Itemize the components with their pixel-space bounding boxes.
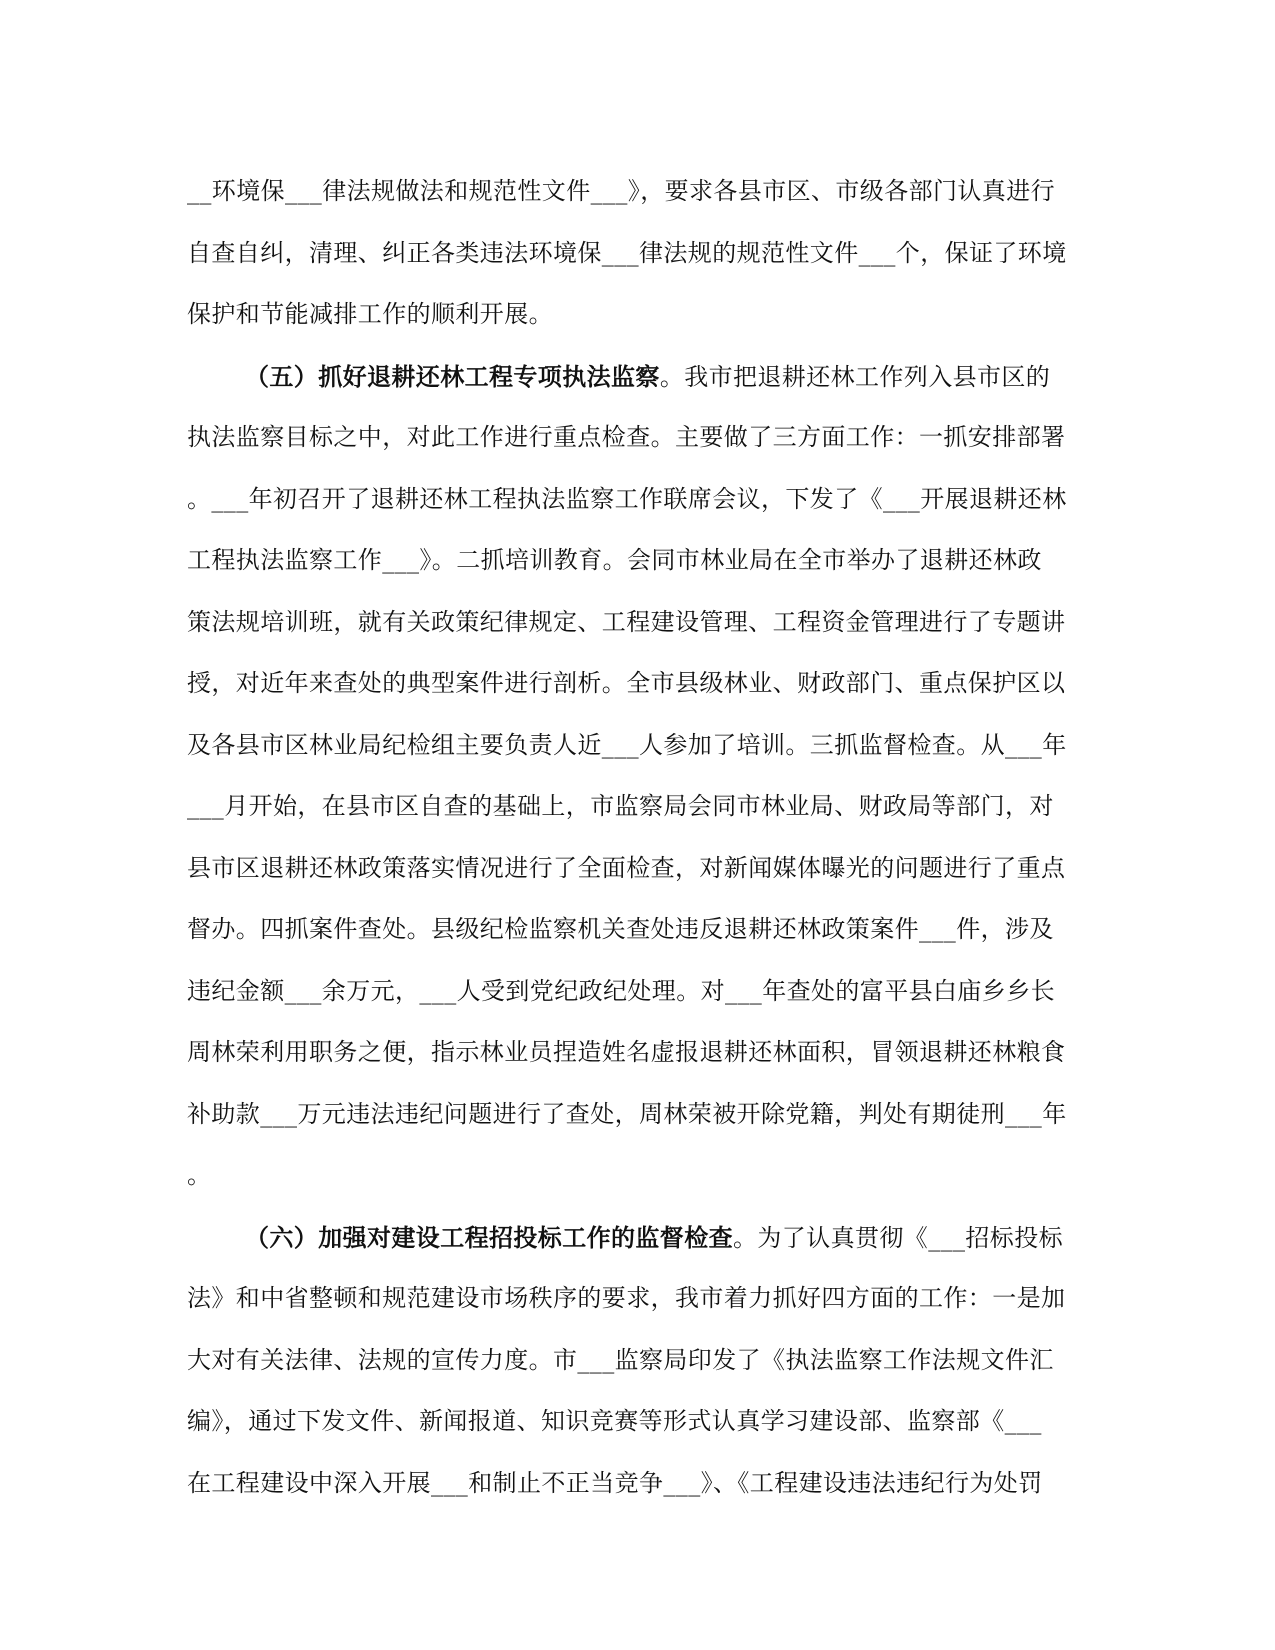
document-body bbox=[187, 161, 1087, 1514]
heading-line-rest: 。为了认真贯彻《___招标投标 bbox=[733, 1223, 1063, 1252]
text-line: 。 bbox=[187, 1161, 212, 1189]
text-line: 工程执法监察工作___》。二抓培训教育。会同市林业局在全市举办了退耕还林政 bbox=[187, 546, 1042, 574]
text-line: 法》和中省整顿和规范建设市场秩序的要求，我市着力抓好四方面的工作：一是加 bbox=[187, 1284, 1066, 1312]
text-line: 策法规培训班，就有关政策纪律规定、工程建设管理、工程资金管理进行了专题讲 bbox=[187, 607, 1066, 636]
section-heading: （五）抓好退耕还林工程专项执法监察 bbox=[245, 361, 660, 391]
paragraph-returning-farmland-to-forest bbox=[187, 346, 1087, 1207]
text-line: 及各县市区林业局纪检组主要负责人近___人参加了培训。三抓监督检查。从___年 bbox=[187, 730, 1067, 759]
section-heading: （六）加强对建设工程招投标工作的监督检查 bbox=[245, 1222, 733, 1252]
text-line: 授，对近年来查处的典型案件进行剖析。全市县级林业、财政部门、重点保护区以 bbox=[187, 669, 1066, 697]
text-line: 执法监察目标之中，对此工作进行重点检查。主要做了三方面工作：一抓安排部署 bbox=[187, 423, 1066, 451]
text-line bbox=[187, 1207, 1087, 1269]
text-line: 县市区退耕还林政策落实情况进行了全面检查，对新闻媒体曝光的问题进行了重点 bbox=[187, 853, 1066, 882]
paragraph-environmental-protection bbox=[187, 161, 1087, 346]
text-line: 编》，通过下发文件、新闻报道、知识竞赛等形式认真学习建设部、监察部《___ bbox=[187, 1407, 1042, 1435]
text-line: __环境保___律法规做法和规范性文件___》，要求各县市区、市级各部门认真进行 bbox=[187, 177, 1055, 205]
text-line: 违纪金额___余万元，___人受到党纪政纪处理。对___年查处的富平县白庙乡乡长 bbox=[187, 976, 1055, 1005]
text-line: 。___年初召开了退耕还林工程执法监察工作联席会议，下发了《___开展退耕还林 bbox=[187, 484, 1067, 513]
text-line: 补助款___万元违法违纪问题进行了查处，周林荣被开除党籍，判处有期徒刑___年 bbox=[187, 1099, 1067, 1128]
text-line: 督办。四抓案件查处。县级纪检监察机关查处违反退耕还林政策案件___件，涉及 bbox=[187, 915, 1054, 943]
text-line: 自查自纠，清理、纠正各类违法环境保___律法规的规范性文件___个，保证了环境 bbox=[187, 238, 1067, 267]
text-line: 在工程建设中深入开展___和制止不正当竞争___》、《工程建设违法违纪行为处罚 bbox=[187, 1468, 1043, 1497]
text-line bbox=[187, 346, 1087, 408]
text-line: ___月开始，在县市区自查的基础上，市监察局会同市林业局、财政局等部门，对 bbox=[187, 792, 1054, 820]
text-line: 周林荣利用职务之便，指示林业员捏造姓名虚报退耕还林面积，冒领退耕还林粮食 bbox=[187, 1038, 1066, 1066]
paragraph-construction-bidding-supervision bbox=[187, 1207, 1087, 1515]
text-line: 大对有关法律、法规的宣传力度。市___监察局印发了《执法监察工作法规文件汇 bbox=[187, 1345, 1054, 1374]
text-line: 保护和节能减排工作的顺利开展。 bbox=[187, 300, 553, 328]
heading-line-rest: 。我市把退耕还林工作列入县市区的 bbox=[659, 362, 1051, 391]
